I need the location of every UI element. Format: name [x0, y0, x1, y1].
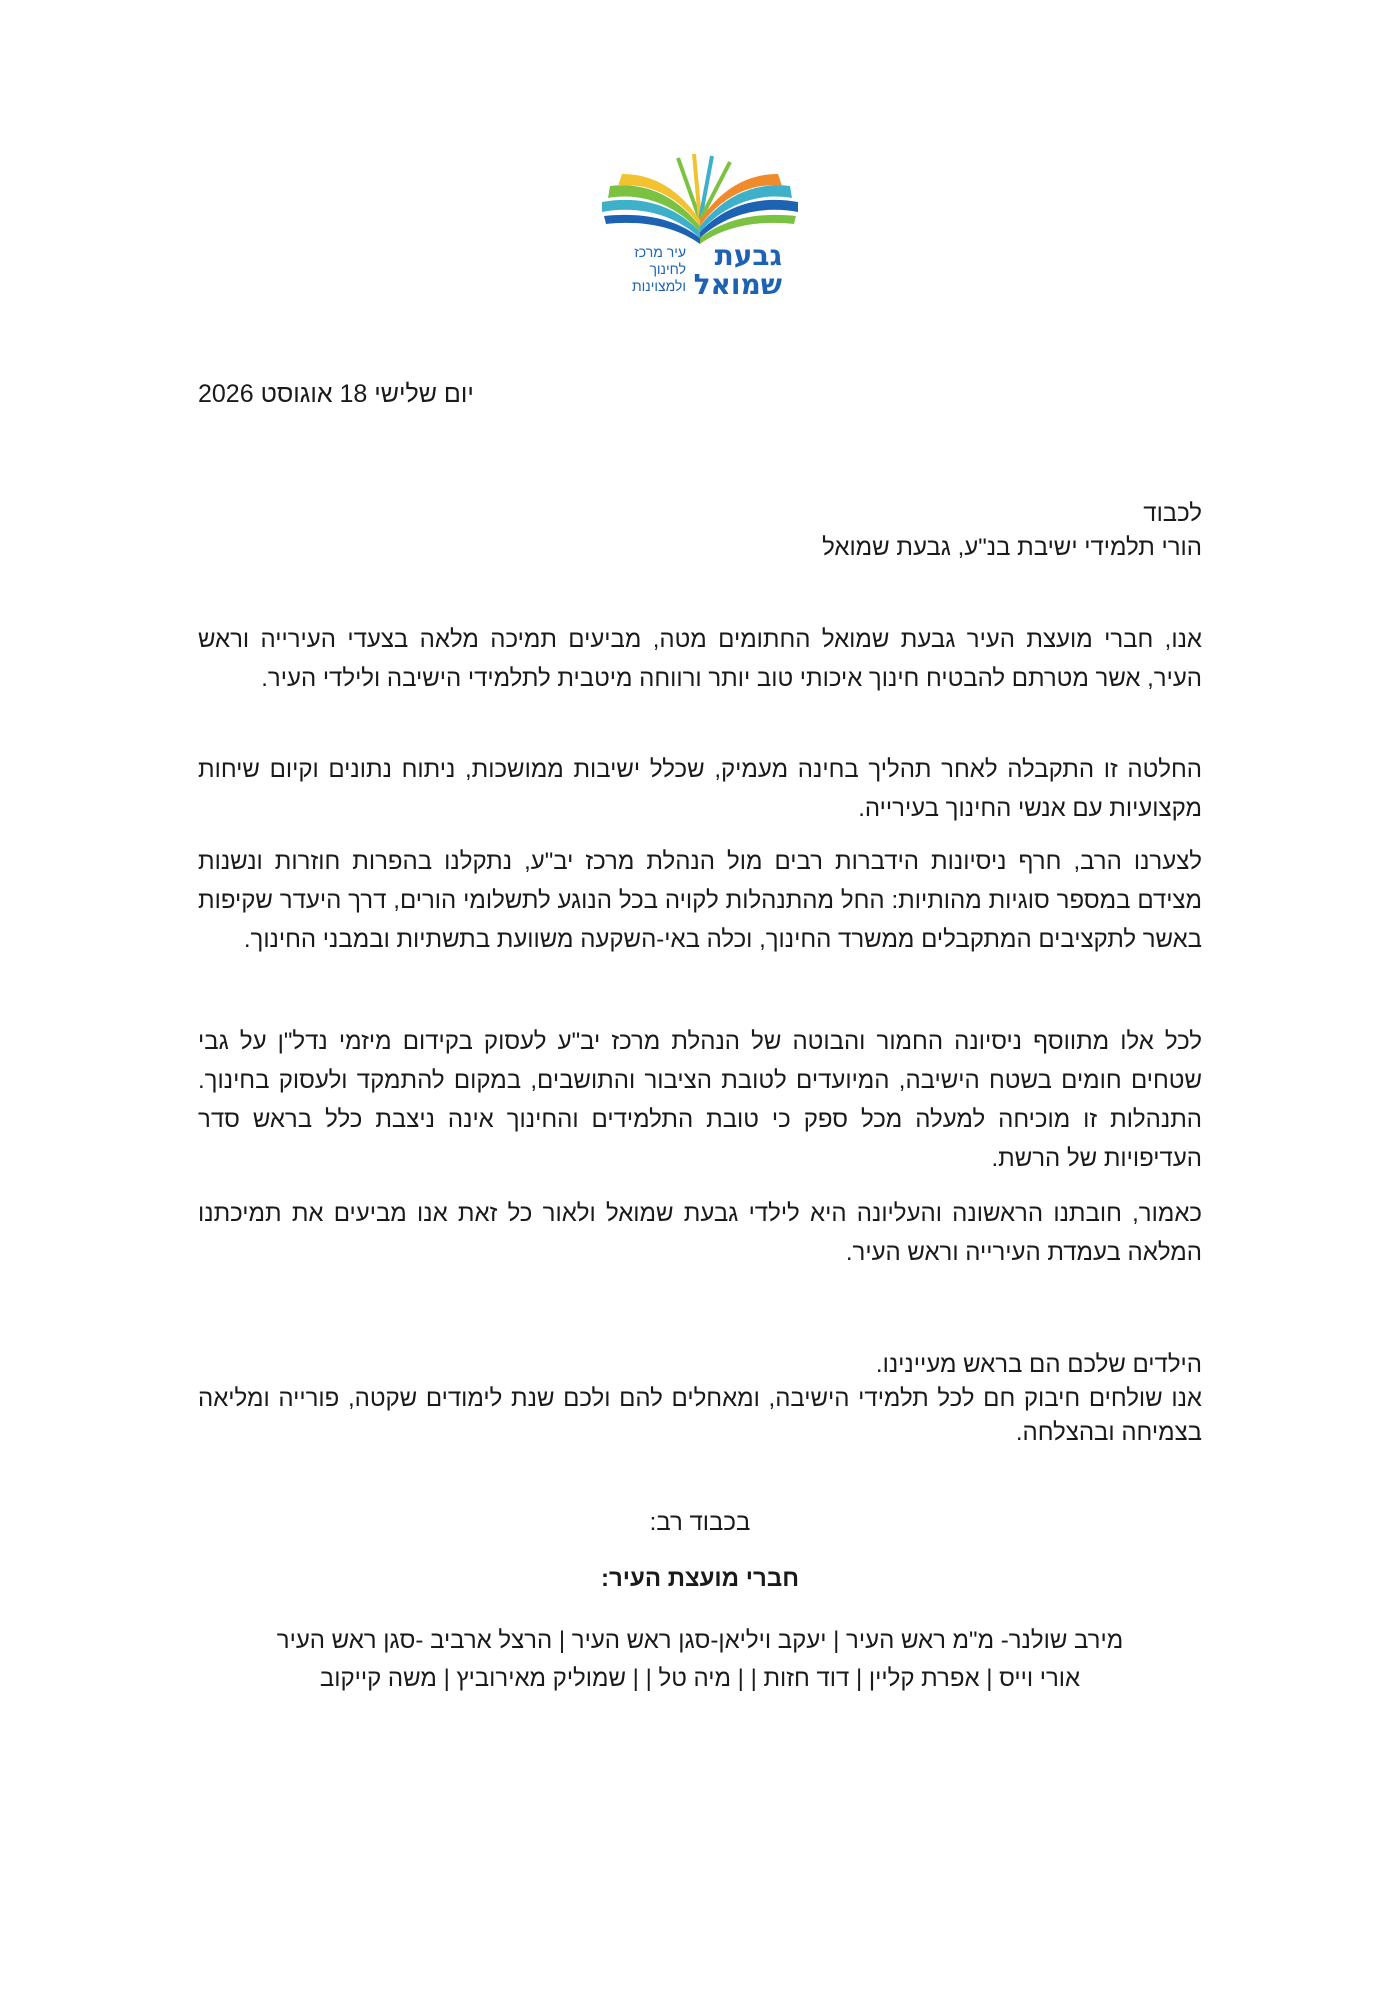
paragraph-2: החלטה זו התקבלה לאחר תהליך בחינה מעמיק, שכלל ישיבות ממושכות, ניתוח נתונים וקיום שיחות מקצועיות עם אנשי החינוך בעירייה.: [198, 756, 1202, 822]
logo-city-name-line1: גבעת: [714, 239, 782, 272]
logo-tagline: עיר מרכז לחינוך ולמצוינות: [631, 244, 686, 294]
paragraph-3: לצערנו הרב, חרף ניסיונות הידברות רבים מול הנהלת מרכז יב"ע, נתקלנו בהפרות חוזרות ונשנות מצידם במספר סוגיות מהותיות: החל מהתנהלות לקויה בכל הנוגע לתשלומי הורים, דרך היעדר שקיפות באשר לתקציבים המתקבלים ממשרד החינוך, וכלה באי-השקעה משוועת בתשתיות ובמבני החינוך.: [198, 848, 1202, 953]
paragraph-5: כאמור, חובתנו הראשונה והעליונה היא לילדי גבעת שמואל ולאור כל זאת אנו מביעים את תמיכתנו המלאה בעמדת העירייה וראש העיר.: [198, 1200, 1202, 1266]
paragraph-4: לכל אלו מתווסף ניסיונה החמור והבוטה של הנהלת מרכז יב"ע לעסוק בקידום מיזמי נדל"ן על גבי שטחים חומים בשטח הישיבה, המיועדים לטובת הציבור והתושבים, במקום להתמקד ולעסוק בחינוך. התנהלות זו מוכיחה למעלה מכל ספק כי טובת התלמידים והחינוך אינה ניצבת כלל בראש סדר העדיפויות של הרשת.: [198, 1028, 1202, 1172]
open-book-icon: [590, 150, 810, 250]
signatories-heading: חברי מועצת העיר:: [600, 1565, 800, 1592]
signatories-line-1: מירב שולנר- מ"מ ראש העיר | יעקב ויליאן-סגן ראש העיר | הרצל ארביב -סגן ראש העיר: [276, 1627, 1124, 1654]
addressee-salutation: לכבוד: [1143, 500, 1202, 527]
logo-city-name-line2: שמואל: [693, 268, 782, 301]
logo-text: [590, 239, 810, 312]
letter-date: יום שלישי 18 אוגוסט 2026: [198, 380, 474, 408]
municipality-logo: [590, 150, 810, 310]
paragraph-1: אנו, חברי מועצת העיר גבעת שמואל החתומים מטה, מביעים תמיכה מלאה בצעדי העירייה וראש העיר, אשר מטרתם להבטיח חינוך איכותי טוב יותר ורווחה מיטבית לתלמידי הישיבה ולילדי העיר.: [198, 626, 1202, 692]
signatories-line-2: אורי וייס | אפרת קליין | דוד חזות | | מיה טל | | שמוליק מאירוביץ | משה קייקוב: [319, 1665, 1081, 1692]
closing-line-2: אנו שולחים חיבוק חם לכל תלמידי הישיבה, ומאחלים להם ולכם שנת לימודים שקטה, פורייה ומליאה בצמיחה ובהצלחה.: [198, 1385, 1202, 1446]
closing-line-1: הילדים שלכם הם בראש מעיינינו.: [875, 1351, 1202, 1378]
addressee-recipient: הורי תלמידי ישיבת בנ"ע, גבעת שמואל: [822, 534, 1202, 561]
sign-off: בכבוד רב:: [649, 1509, 751, 1536]
